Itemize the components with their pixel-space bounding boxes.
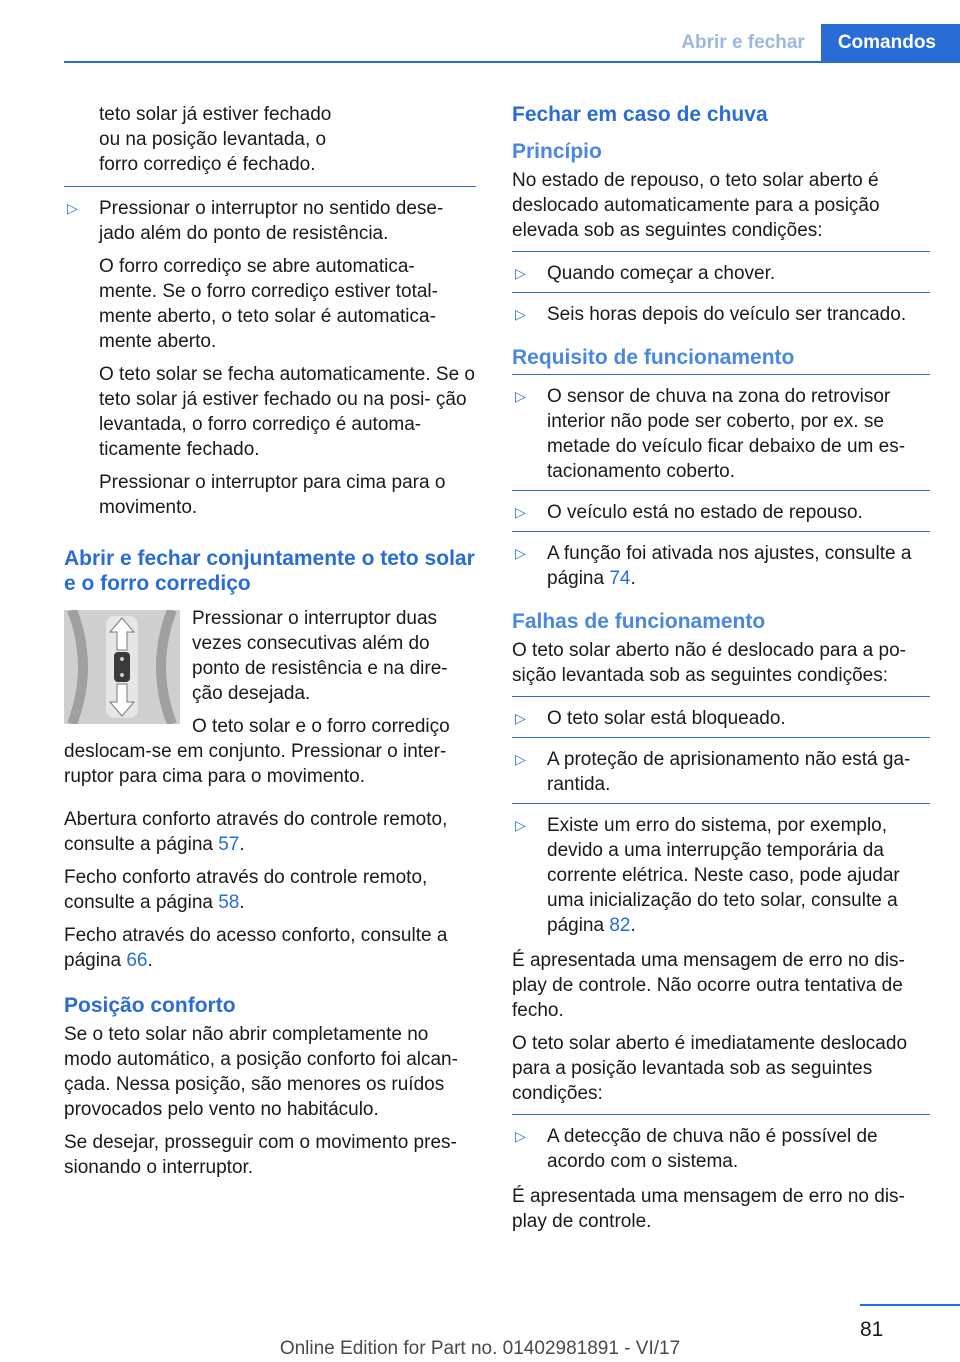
header-tabs xyxy=(665,24,960,62)
paragraph: No estado de repouso, o teto solar aberto é deslocado automaticamente para a posição elevada sob as seguintes condições: xyxy=(512,170,880,241)
chapter-tab[interactable]: Comandos xyxy=(821,24,960,62)
paragraph-text: Fecho através do acesso conforto, consulte a página xyxy=(64,925,448,971)
bullet-triangle-icon: ▷ xyxy=(515,751,526,767)
list-item xyxy=(512,292,930,333)
switch-icon xyxy=(64,610,180,724)
paragraph: Fecho conforto através do controle remoto, consulte a página 58. xyxy=(64,867,428,913)
bullet-list xyxy=(64,186,476,546)
header-rule xyxy=(64,61,960,63)
paragraph: Abertura conforto através do controle remoto, consulte a página 57. xyxy=(64,809,448,855)
bullet-triangle-icon: ▷ xyxy=(515,817,526,833)
continued-text xyxy=(64,102,476,177)
page-number: 81 xyxy=(860,1318,884,1341)
paragraph-text: Abertura conforto através do controle remoto, consulte a página xyxy=(64,809,448,855)
bullet-triangle-icon: ▷ xyxy=(515,265,526,281)
continued-line: forro corrediço é fechado. xyxy=(99,154,316,175)
bullet-text: Quando começar a chover. xyxy=(547,263,776,284)
right-column xyxy=(512,102,930,1242)
bullet-paragraph: O forro corrediço se abre automatica‐ mente. Se o forro corrediço estiver total‐ mente aberto, o teto solar é automatica‐ mente aberto. xyxy=(99,256,438,352)
list-item xyxy=(512,374,930,490)
list-item xyxy=(512,251,930,292)
bullet-text: A detecção de chuva não é possível de acordo com o sistema. xyxy=(547,1126,878,1172)
paragraph: O teto solar aberto é imediatamente deslocado para a posição levantada sob as seguintes condições: xyxy=(512,1033,908,1104)
bullet-triangle-icon: ▷ xyxy=(515,388,526,404)
bullet-paragraph: Pressionar o interruptor para cima para o movimento. xyxy=(99,472,446,518)
edition-footer: Online Edition for Part no. 01402981891 - VI/17 xyxy=(279,1338,681,1359)
subheading: Princípio xyxy=(512,140,602,163)
paragraph: É apresentada uma mensagem de erro no dis‐ play de controle. xyxy=(512,1186,905,1232)
paragraph: Fecho através do acesso conforto, consulte a página 66. xyxy=(64,925,448,971)
page-number-rule xyxy=(860,1304,960,1306)
list-item xyxy=(512,490,930,531)
bullet-text: Existe um erro do sistema, por exemplo, devido a uma interrupção temporária da corrente elétrica. Neste caso, pode ajudar uma inicialização do teto solar, consulte a página xyxy=(547,815,900,936)
bullet-triangle-icon: ▷ xyxy=(515,710,526,726)
paragraph: É apresentada uma mensagem de erro no dis‐ play de controle. Não ocorre outra tentativa de fecho. xyxy=(512,950,905,1021)
paragraph: Se o teto solar não abrir completamente no modo automático, a posição conforto foi alcan‐ çada. Nessa posição, são menores os ruídos provocados pelo vento no habitáculo. xyxy=(64,1024,458,1120)
left-column xyxy=(64,102,476,1188)
continued-line: ou na posição levantada, o xyxy=(99,129,327,150)
continued-line: teto solar já estiver fechado xyxy=(99,104,332,125)
roof-switch-illustration xyxy=(64,610,180,724)
paragraph: O teto solar e o forro corrediço deslocam-se em conjunto. Pressionar o inter‐ ruptor para cima para o movimento. xyxy=(64,716,450,787)
image-block xyxy=(64,606,476,789)
section-tab[interactable]: Abrir e fechar xyxy=(681,32,805,53)
subheading: Requisito de funcionamento xyxy=(512,346,795,369)
bullet-list xyxy=(512,1114,930,1180)
subheading: Falhas de funcionamento xyxy=(512,610,766,633)
bullet-triangle-icon: ▷ xyxy=(515,306,526,322)
bullet-triangle-icon: ▷ xyxy=(515,1128,526,1144)
page-link-57[interactable]: 57 xyxy=(218,834,240,855)
bullet-triangle-icon: ▷ xyxy=(515,504,526,520)
section-heading: Posição conforto xyxy=(64,994,236,1017)
list-item xyxy=(64,186,476,546)
bullet-list xyxy=(512,374,930,597)
section-heading: Abrir e fechar conjuntamente o teto solar e o forro corrediço xyxy=(64,547,475,595)
list-item xyxy=(512,696,930,737)
bullet-text: Seis horas depois do veículo ser trancado. xyxy=(547,304,907,325)
bullet-text: O veículo está no estado de repouso. xyxy=(547,502,863,523)
page-link-82[interactable]: 82 xyxy=(609,915,631,936)
paragraph-text: Fecho conforto através do controle remoto, consulte a página xyxy=(64,867,428,913)
page-link-66[interactable]: 66 xyxy=(126,950,148,971)
bullet-list xyxy=(512,251,930,333)
bullet-triangle-icon: ▷ xyxy=(515,545,526,561)
bullet-text: A proteção de aprisionamento não está ga‐ rantida. xyxy=(547,749,911,795)
list-item xyxy=(512,1114,930,1180)
bullet-triangle-icon: ▷ xyxy=(67,200,78,216)
page-link-58[interactable]: 58 xyxy=(218,892,240,913)
bullet-text: A função foi ativada nos ajustes, consulte a página xyxy=(547,543,912,589)
list-item: ▷ Existe um erro do sistema, por exemplo, devido a uma interrupção temporária da corrente elétrica. Neste caso, pode ajudar uma inicialização do teto solar, consulte a página 82. xyxy=(512,803,930,944)
page-link-74[interactable]: 74 xyxy=(609,568,631,589)
paragraph: Se desejar, prosseguir com o movimento pres‐ sionando o interruptor. xyxy=(64,1132,457,1178)
bullet-list xyxy=(512,696,930,944)
bullet-paragraph: O teto solar se fecha automaticamente. Se o teto solar já estiver fechado ou na posi‐ ção levantada, o forro corrediço é automa‐ ticamente fechado. xyxy=(99,364,475,460)
paragraph: Pressionar o interruptor duas vezes consecutivas além do ponto de resistência e na dire‐ ção desejada. xyxy=(192,608,448,704)
bullet-text: O sensor de chuva na zona do retrovisor interior não pode ser coberto, por ex. se metade do veículo ficar debaixo de um es‐ tacionamento coberto. xyxy=(547,386,906,482)
list-item xyxy=(512,737,930,803)
section-heading: Fechar em caso de chuva xyxy=(512,103,768,126)
list-item: ▷ A função foi ativada nos ajustes, consulte a página 74. xyxy=(512,531,930,597)
bullet-text: O teto solar está bloqueado. xyxy=(547,708,786,729)
paragraph: O teto solar aberto não é deslocado para a po‐ sição levantada sob as seguintes condições: xyxy=(512,640,906,686)
bullet-text: Pressionar o interruptor no sentido dese‐ jado além do ponto de resistência. xyxy=(99,198,444,244)
